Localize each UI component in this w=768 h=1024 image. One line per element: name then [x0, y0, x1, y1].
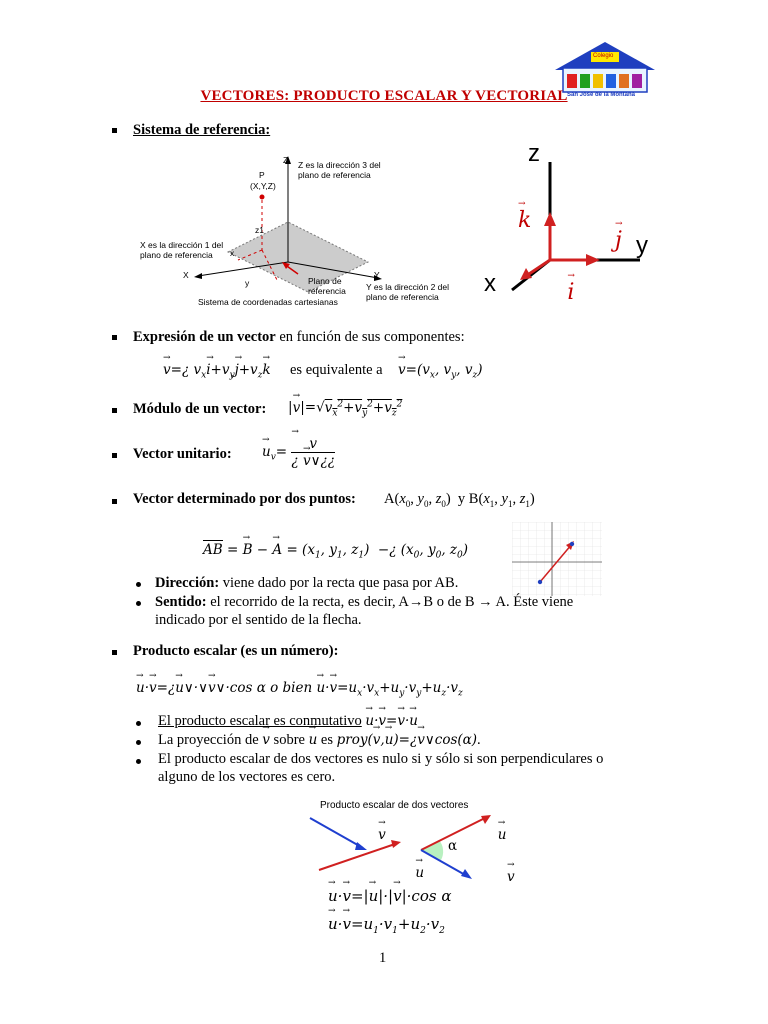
- sense-text-cont: indicado por el sentido de la flecha.: [155, 612, 362, 628]
- fig-y-note: Y es la dirección 2 del plano de referencia: [366, 282, 450, 302]
- ab-vector-formula: AB = → B − → $A = (x_1$, $y_1$, $z_1$) −¿ ($x_0$, $y_0$, $z_0$): [203, 542, 468, 561]
- bullet-dot: [136, 601, 141, 606]
- fig-point: P: [259, 170, 265, 180]
- equivalence-text: es equivalente a: [290, 362, 383, 378]
- section-heading-dot-product: Producto escalar (es un número):: [133, 643, 339, 659]
- projection-text: La proyección de → v sobre → u es proy(→ v,→ u)=¿→ v∨cos(α).: [158, 732, 481, 749]
- page-title: VECTORES: PRODUCTO ESCALAR Y VECTORIAL: [200, 88, 568, 104]
- axis-y-label: y: [636, 232, 648, 259]
- dot-product-modulus-formula: → u·→ v=|→ u|·|→ v|·cos α: [328, 887, 451, 905]
- fig-plane-note: Plano de referencia: [308, 276, 346, 296]
- bullet-dot: [136, 740, 141, 745]
- bullet-dot: [136, 759, 141, 764]
- fig-y-small: y: [245, 278, 250, 288]
- unit-j-label: → j: [615, 228, 622, 253]
- page-number: 1: [379, 950, 387, 966]
- figure-title: Producto escalar de dos vectores: [320, 800, 469, 811]
- bullet-marker: [112, 128, 117, 133]
- unit-vector-formula: → $u_v=$ → $\frac{v}{¿ \to v\vee¿¿}$: [262, 436, 335, 469]
- section-heading-modulus: Módulo de un vector:: [133, 401, 267, 417]
- fig-u-left: → u: [415, 865, 424, 881]
- fig-v-left: → v: [378, 827, 386, 843]
- fig-x-note: X es la dirección 1 del plano de referencia: [140, 240, 224, 260]
- vector-components-formula: → $v=(v_x$, $v_y$, $v_z$): [398, 362, 483, 381]
- bullet-marker: [112, 408, 117, 413]
- section-heading-unit: Vector unitario:: [133, 446, 232, 462]
- section-heading-two-points: Vector determinado por dos puntos:: [133, 491, 356, 507]
- fig-z-note: Z es la dirección 3 del plano de referencia: [298, 160, 381, 180]
- fig-v-right: → v: [507, 869, 515, 885]
- bullet-dot: [136, 721, 141, 726]
- dot-product-figure: [305, 812, 495, 882]
- ab-vector-graph: [512, 522, 602, 596]
- axis-x-label: x: [484, 270, 496, 297]
- fig-y-axis: Y: [374, 270, 380, 280]
- bullet-marker: [112, 650, 117, 655]
- null-product-text-cont: alguno de los vectores es cero.: [158, 769, 336, 785]
- bullet-dot: [136, 582, 141, 587]
- unit-i-label: → i: [567, 280, 574, 305]
- axis-z-label: z: [528, 140, 540, 167]
- fig-point-coords: (X,Y,Z): [250, 181, 276, 191]
- direction-text: Dirección: viene dado por la recta que pasa por AB.: [155, 575, 459, 591]
- dot-product-components-formula: → $u\cdot\to v=u_1\cdot v_1+u_2\cdot v_2$: [328, 915, 445, 936]
- bullet-marker: [112, 499, 117, 504]
- fig-x-small: x: [230, 248, 235, 258]
- unit-k-label: → k: [518, 208, 531, 233]
- unit-vectors-figure: [480, 140, 680, 310]
- bullet-marker: [112, 335, 117, 340]
- vector-expression-formula: → v=¿ $v_x\to i+v_y\to j+v_z\to k$: [163, 362, 271, 381]
- logo-header: Colegio: [593, 53, 614, 59]
- section-heading-expression: Expresión de un vector en función de sus componentes:: [133, 329, 465, 345]
- null-product-text: El producto escalar de dos vectores es nulo si y sólo si son perpendiculares o: [158, 751, 604, 767]
- section-heading-reference: Sistema de referencia:: [133, 122, 271, 138]
- fig-caption: Sistema de coordenadas cartesianas: [198, 297, 338, 307]
- modulus-formula: |→ $v|=√v_x^2+v_y^2+v_z^2$: [288, 399, 402, 418]
- commutative-text: El producto escalar es conmutativo → u·→ v=→ v·→ u: [158, 713, 418, 730]
- fig-u-right: → u: [498, 827, 507, 843]
- fig-x-axis: X: [183, 270, 189, 280]
- fig-z1: z1: [255, 225, 264, 235]
- fig-z-axis: Z: [283, 155, 289, 165]
- logo-caption: San José de la Montaña: [567, 92, 636, 98]
- points-definition: $A(x_0$, $y_0$, $z_0$) y $B(x_1$, $y_1$, $z_1$): [384, 491, 535, 509]
- bullet-marker: [112, 453, 117, 458]
- fig-alpha: α: [448, 838, 458, 854]
- dot-product-formula: → u·→ v=¿→ u∨·∨→ v∨·cos α o bien → $u\cdot\to v=u_x\cdot v_x+u_y\cdot v_y+u_z\cdot v_z$: [136, 680, 463, 699]
- sense-text: Sentido: el recorrido de la recta, es decir, A→B o de B → A. Éste viene: [155, 594, 574, 610]
